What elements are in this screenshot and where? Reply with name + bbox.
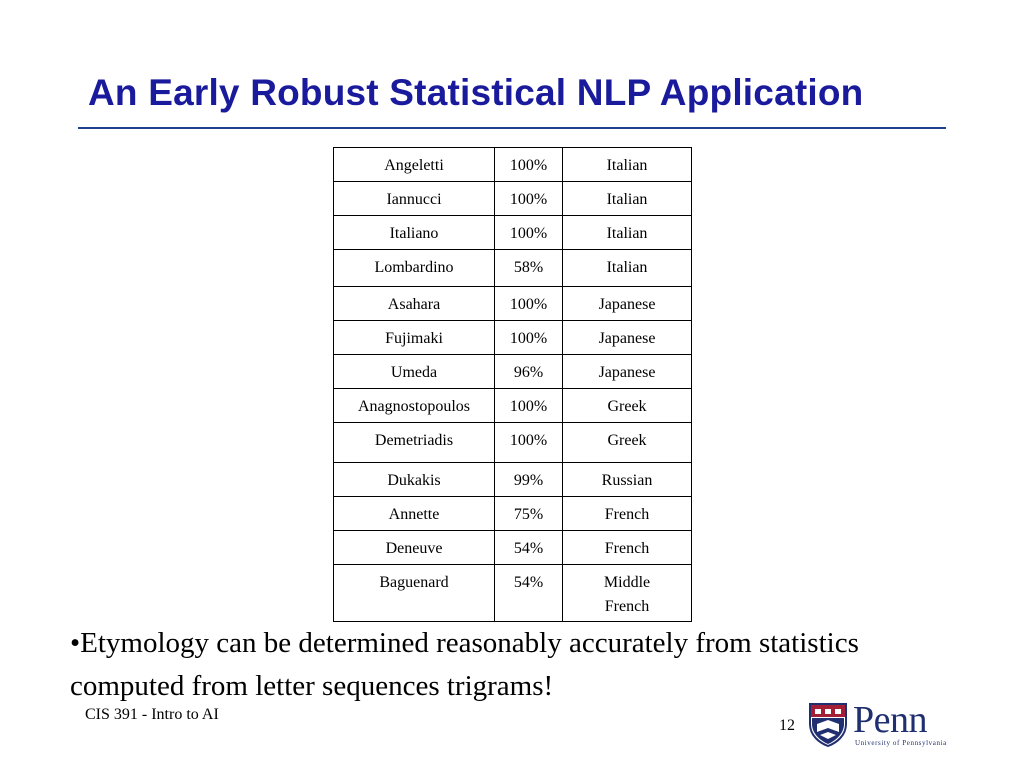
origin-cell: Middle French (563, 565, 692, 622)
origin-cell: French (563, 497, 692, 531)
table-row (334, 182, 692, 216)
table-row (334, 463, 692, 497)
percent-cell: 54% (495, 565, 563, 622)
penn-logo (808, 699, 953, 750)
title-divider (78, 127, 946, 129)
surname-cell: Dukakis (334, 463, 495, 497)
origin-cell: Italian (563, 148, 692, 182)
percent-cell: 54% (495, 531, 563, 565)
page-number: 12 (779, 717, 795, 734)
table-row (334, 250, 692, 287)
origin-cell: Japanese (563, 287, 692, 321)
slide-title: An Early Robust Statistical NLP Application (88, 72, 864, 113)
table-row (334, 148, 692, 182)
origin-cell: Italian (563, 216, 692, 250)
percent-cell: 96% (495, 355, 563, 389)
surname-cell: Demetriadis (334, 423, 495, 463)
surname-cell: Asahara (334, 287, 495, 321)
surname-cell: Anagnostopoulos (334, 389, 495, 423)
origin-cell: Greek (563, 389, 692, 423)
percent-cell: 100% (495, 148, 563, 182)
table-row (334, 531, 692, 565)
percent-cell: 100% (495, 182, 563, 216)
table-row (334, 321, 692, 355)
percent-cell: 100% (495, 287, 563, 321)
table-row (334, 355, 692, 389)
origin-cell: Japanese (563, 355, 692, 389)
surname-cell: Angeletti (334, 148, 495, 182)
origin-cell: Italian (563, 250, 692, 287)
table-row (334, 216, 692, 250)
table-row (334, 389, 692, 423)
logo-subtitle: University of Pennsylvania (855, 739, 947, 747)
origin-cell: Greek (563, 423, 692, 463)
surname-cell: Italiano (334, 216, 495, 250)
percent-cell: 100% (495, 321, 563, 355)
percent-cell: 100% (495, 423, 563, 463)
surname-cell: Fujimaki (334, 321, 495, 355)
percent-cell: 100% (495, 389, 563, 423)
surname-cell: Iannucci (334, 182, 495, 216)
percent-cell: 100% (495, 216, 563, 250)
surname-cell: Lombardino (334, 250, 495, 287)
table-row (334, 565, 692, 622)
percent-cell: 75% (495, 497, 563, 531)
table-row (334, 423, 692, 463)
percent-cell: 99% (495, 463, 563, 497)
percent-cell: 58% (495, 250, 563, 287)
logo-wordmark: Penn (853, 699, 927, 741)
origin-cell: Japanese (563, 321, 692, 355)
surname-cell: Baguenard (334, 565, 495, 622)
table-row (334, 287, 692, 321)
surname-cell: Umeda (334, 355, 495, 389)
course-footer: CIS 391 - Intro to AI (85, 706, 219, 723)
surname-cell: Deneuve (334, 531, 495, 565)
shield-icon (808, 702, 848, 748)
origin-cell: Russian (563, 463, 692, 497)
etymology-table (333, 147, 692, 622)
origin-cell: French (563, 531, 692, 565)
etymology-bullet: •Etymology can be determined reasonably accurately from statistics computed from letter sequences trigrams! (70, 627, 859, 702)
origin-cell: Italian (563, 182, 692, 216)
surname-cell: Annette (334, 497, 495, 531)
table-row (334, 497, 692, 531)
